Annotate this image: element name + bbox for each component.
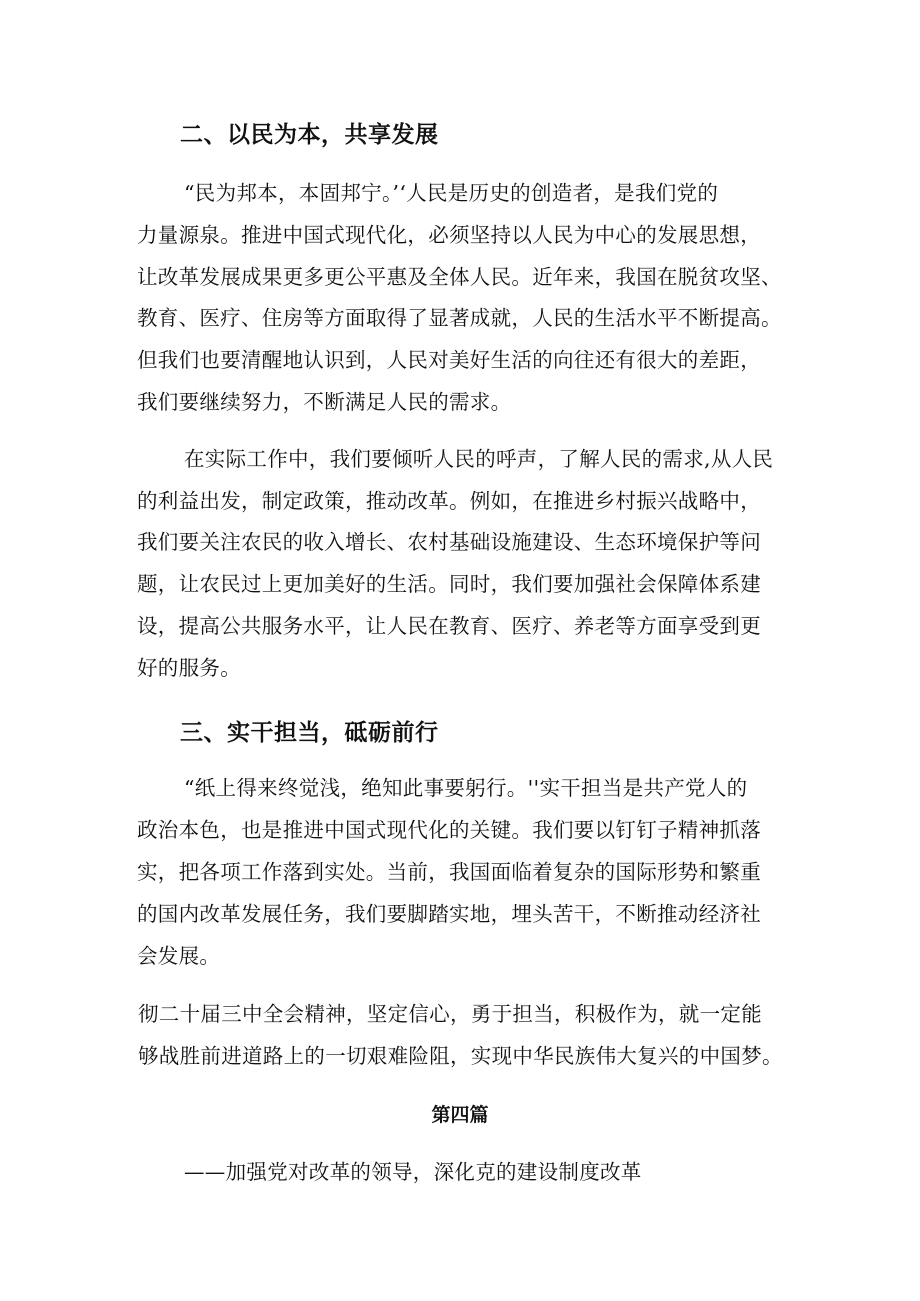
section-3-para-2-line-2: 够战胜前进道路上的一切艰难险阻，实现中华民族伟大复兴的中国梦。 <box>138 1044 783 1068</box>
section-2-para-1-line-3: 让改革发展成果更多更公平惠及全体人民。近年来，我国在脱贫攻坚、 <box>137 265 782 289</box>
section-3-para-1-line-3: 实，把各项工作落到实处。当前，我国面临着复杂的国际形势和繁重 <box>137 860 761 884</box>
section-3-para-1-line-1: “纸上得来终觉浅，绝知此事要躬行。''实干担当是共产党人的 <box>184 776 748 800</box>
section-2-para-1-line-5: 但我们也要清醒地认识到，人民对美好生活的向往还有很大的差距， <box>137 348 761 372</box>
part-4-subtitle: ——加强党对改革的领导，深化克的建设制度改革 <box>184 1160 642 1184</box>
section-2-para-2-line-2: 的利益出发，制定政策，推动改革。例如，在推进乡村振兴战略中， <box>137 489 761 513</box>
section-2-para-2-line-6: 好的服务。 <box>137 656 241 680</box>
section-2-para-1-line-1: “民为邦本，本固邦宁。’‘人民是历史的创造者，是我们党的 <box>184 181 719 205</box>
section-2-para-1-line-4: 教育、医疗、住房等方面取得了显著成就，人民的生活水平不断提高。 <box>137 306 782 330</box>
section-3-para-1-line-5: 会发展。 <box>137 944 221 968</box>
section-2-para-1-line-6: 我们要继续努力，不断满足人民的需求。 <box>137 390 512 414</box>
section-3-para-1-line-4: 的国内改革发展任务，我们要脚踏实地，埋头苦干，不断推动经济社 <box>137 902 761 926</box>
section-2-para-2-line-1: 在实际工作中，我们要倾听人民的呼声，了解人民的需求,从人民 <box>184 447 774 471</box>
section-3-para-1-line-2: 政治本色，也是推进中国式现代化的关键。我们要以钉钉子精神抓落 <box>137 818 761 842</box>
section-2-para-2-line-3: 我们要关注农民的收入增长、农村基础设施建设、生态环境保护等问 <box>137 530 761 554</box>
section-2-para-2-line-4: 题，让农民过上更加美好的生活。同时，我们要加强社会保障体系建 <box>137 572 761 596</box>
section-2-heading: 二、以民为本，共享发展 <box>180 122 439 148</box>
section-2-para-2-line-5: 设，提高公共服务水平，让人民在教育、医疗、养老等方面享受到更 <box>137 614 761 638</box>
section-3-para-2-line-1: 彻二十届三中全会精神，坚定信心，勇于担当，积极作为，就一定能 <box>138 1002 762 1026</box>
section-3-heading: 三、实干担当，砥砺前行 <box>180 720 439 746</box>
part-4-title: 第四篇 <box>431 1104 489 1126</box>
section-2-para-1-line-2: 力量源泉。推进中国式现代化，必须坚持以人民为中心的发展思想， <box>137 223 761 247</box>
